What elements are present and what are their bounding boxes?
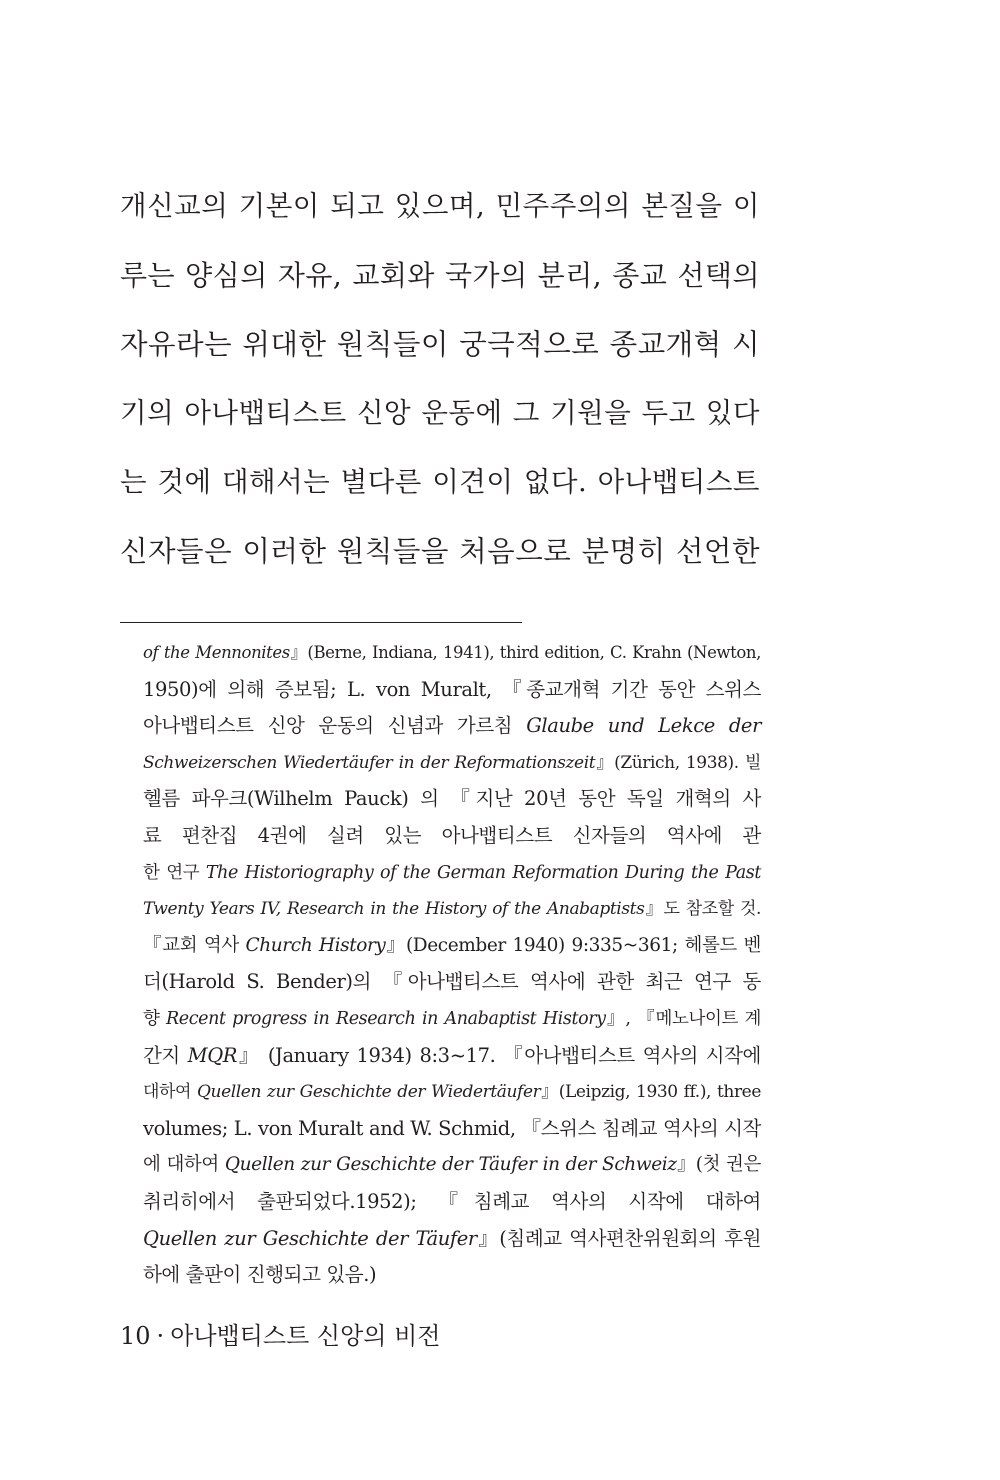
footnote-text: 』(침례교 역사편찬위원회의 후원 (476, 1226, 762, 1250)
footnote-italic-title: MQR (187, 1043, 238, 1067)
running-title: 아나뱁티스트 신앙의 비전 (170, 1322, 441, 1350)
footnote-text: 한 연구 (143, 862, 206, 883)
footnote-italic-title: Glaube und Lekce der (526, 714, 761, 738)
footnote-text: 『교회 역사 (143, 934, 246, 956)
footnote-text: 하에 출판이 진행되고 있음.) (143, 1263, 377, 1287)
footnote-italic-title: of the Mennonites (143, 643, 290, 662)
footnote-line (143, 964, 761, 1001)
footnote-text: 료 편찬집 4권에 실려 있는 아나뱁티스트 신자들의 역사에 관 (143, 823, 761, 847)
footnote-text: 』 (January 1934) 8:3~17. 『아나뱁티스트 역사의 시작에 (237, 1043, 761, 1067)
body-line: 루는 양심의 자유, 교회와 국가의 분리, 종교 선택의 (120, 259, 760, 292)
footnote-line (143, 1147, 761, 1184)
footnote-line (143, 928, 761, 965)
footnote-text: 1950)에 의해 증보됨; L. von Muralt, 『종교개혁 기간 동안 스위스 (143, 677, 761, 701)
footnote-line (143, 855, 761, 892)
footnote-text: volumes; L. von Muralt and W. Schmid, 『스위스 침례교 역사의 시작 (143, 1116, 761, 1140)
footnote-italic-title: The Historiography of the German Reformation During the Past (205, 862, 762, 883)
footnote-text: 』도 참조할 것. (644, 899, 761, 920)
footnote-text: 』(Zürich, 1938). 빌 (595, 752, 761, 773)
footnote-line (143, 1111, 761, 1148)
body-line: 신자들은 이러한 원칙들을 처음으로 분명히 선언한 (120, 535, 760, 568)
footnote-italic-title: Twenty Years IV, Research in the History of the Anabaptists (143, 899, 645, 920)
page-footer (120, 1316, 440, 1356)
footnote-line (143, 1038, 761, 1075)
body-line: 개신교의 기본이 되고 있으며, 민주주의의 본질을 이 (120, 190, 760, 222)
footnote-line (143, 1001, 761, 1038)
footnote-italic-title: Quellen zur Geschichte der Täufer (143, 1226, 477, 1250)
footnote-text: 헬름 파우크(Wilhelm Pauck) 의 『지난 20년 동안 독일 개혁의 사 (143, 787, 761, 811)
footnote-italic-title: Schweizerschen Wiedertäufer in der Reformationszeit (143, 752, 596, 773)
footnote-text: 향 (143, 1008, 166, 1029)
footnote-block (143, 635, 761, 1294)
footnote-line (143, 1221, 761, 1258)
footnote-text: 아나뱁티스트 신앙 운동의 신념과 가르침 (143, 714, 527, 738)
footnote-line (143, 781, 761, 818)
footnote-text: 간지 (143, 1043, 188, 1067)
footnote-line (143, 1184, 761, 1221)
footnote-line (143, 891, 761, 928)
footnote-text: 』(Leipzig, 1930 ff.), three (540, 1082, 761, 1103)
footnote-text: 』(December 1940) 9:335~361; 헤롤드 벤 (385, 934, 762, 956)
footnote-line (143, 672, 761, 709)
footer-separator: · (156, 1322, 165, 1350)
footnote-line (143, 708, 761, 745)
body-paragraph (120, 172, 760, 586)
footnote-italic-title: Quellen zur Geschichte der Täufer in der Schweiz (224, 1154, 677, 1176)
footnote-line (143, 745, 761, 782)
body-line: 는 것에 대해서는 별다른 이견이 없다. 아나뱁티스트 (120, 466, 760, 498)
footnote-italic-title: Recent progress in Research in Anabaptist History (166, 1008, 606, 1029)
body-line: 자유라는 위대한 원칙들이 궁극적으로 종교개혁 시 (120, 328, 760, 361)
page-number: 10 (120, 1322, 151, 1350)
footnote-line (143, 1257, 761, 1294)
footnote-divider (120, 622, 522, 623)
footnote-line (143, 635, 761, 672)
footnote-text: 취리히에서 출판되었다.1952); 『침례교 역사의 시작에 대하여 (143, 1189, 761, 1213)
footnote-line (143, 1074, 761, 1111)
footnote-text: 』(첫 권은 (676, 1154, 761, 1176)
footnote-text: 더(Harold S. Bender)의 『아나뱁티스트 역사에 관한 최근 연구 동 (143, 970, 761, 994)
footnote-italic-title: Church History (245, 934, 386, 956)
footnote-text: 』(Berne, Indiana, 1941), third edition, C. Krahn (Newton, (289, 643, 761, 662)
body-line: 기의 아나뱁티스트 신앙 운동에 그 기원을 두고 있다 (120, 397, 760, 429)
footnote-line (143, 818, 761, 855)
footnote-text: 』, 『메노나이트 계 (605, 1008, 762, 1029)
footnote-italic-title: Quellen zur Geschichte der Wiedertäufer (196, 1082, 541, 1103)
footnote-text: 대하여 (143, 1082, 197, 1103)
footnote-text: 에 대하여 (143, 1154, 225, 1176)
